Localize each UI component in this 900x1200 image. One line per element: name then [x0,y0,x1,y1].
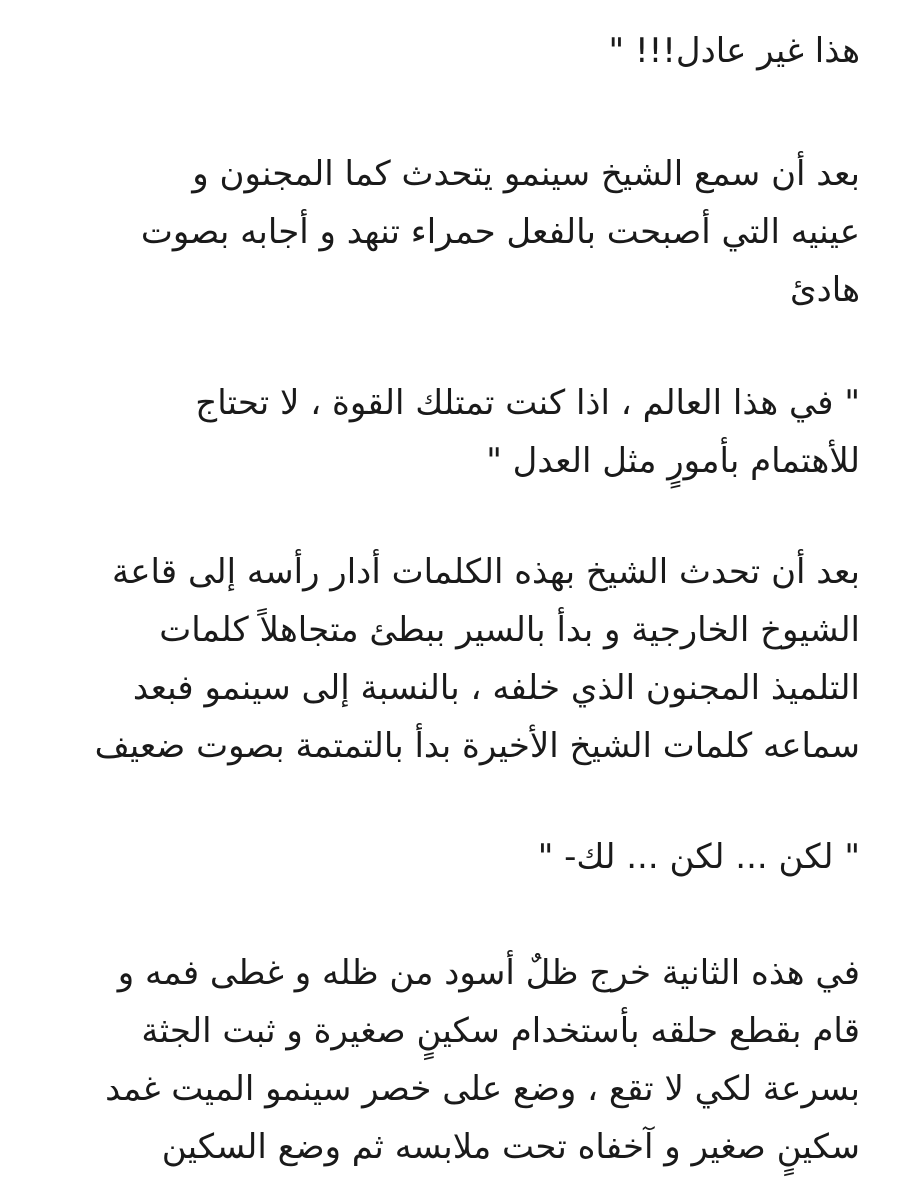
text-line: " لكن ... لكن ... لك- " [537,837,860,877]
text-line: الشيوخ الخارجية و بدأ بالسير ببطئ متجاهلاً كلمات [159,610,860,650]
text-line: قام بقطع حلقه بأستخدام سكينٍ صغيرة و ثبت الجثة [141,1011,860,1051]
text-line: سماعه كلمات الشيخ الأخيرة بدأ بالتمتمة بصوت ضعيف [94,726,860,766]
text-line: سكينٍ صغير و آخفاه تحت ملابسه ثم وضع السكين [161,1127,860,1167]
text-line: بعد أن سمع الشيخ سينمو يتحدث كما المجنون و [192,154,860,194]
text-line: هذا غير عادل!!! " [608,31,860,71]
text-line: " في هذا العالم ، اذا كنت تمتلك القوة ، لا تحتاج [195,383,860,423]
text-line: بعد أن تحدث الشيخ بهذه الكلمات أدار رأسه إلى قاعة [112,552,860,592]
text-line: في هذه الثانية خرج ظلٌ أسود من ظله و غطى فمه و [117,953,860,993]
text-line: بسرعة لكي لا تقع ، وضع على خصر سينمو الميت غمد [105,1069,860,1109]
text-line: هادئ [789,270,860,310]
text-line: للأهتمام بأمورٍ مثل العدل " [486,441,860,481]
text-line: عينيه التي أصبحت بالفعل حمراء تنهد و أجابه بصوت [140,212,860,252]
text-line: التلميذ المجنون الذي خلفه ، بالنسبة إلى سينمو فبعد [132,668,860,708]
